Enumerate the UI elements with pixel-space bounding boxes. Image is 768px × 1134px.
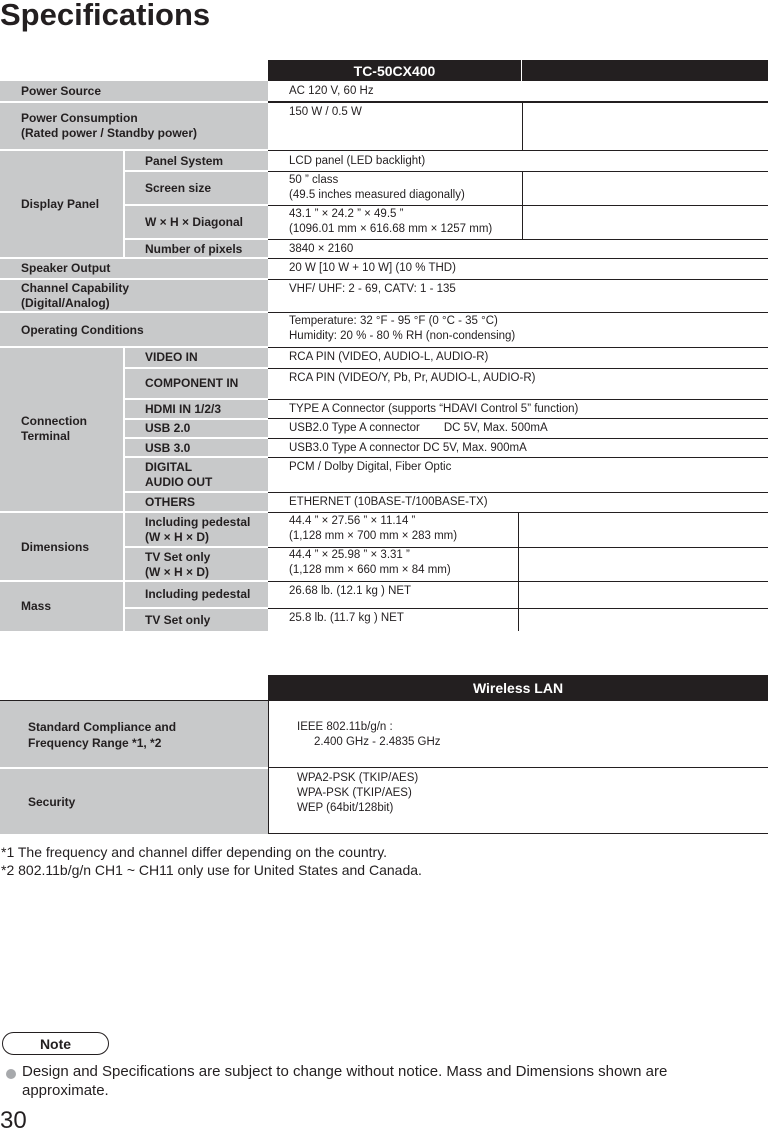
operating-conditions-value: Temperature: 32 °F - 95 °F (0 °C - 35 °C) Humidity: 20 % - 80 % RH (non-condensing)	[289, 315, 516, 342]
col-divider	[522, 172, 523, 239]
whd-value: 43.1 ” × 24.2 ” × 49.5 ” (1096.01 mm × 616.68 mm × 1257 mm)	[289, 208, 493, 235]
connection-terminal-label: Connection Terminal	[21, 414, 87, 443]
power-consumption-label: Power Consumption (Rated power / Standby power)	[21, 111, 198, 140]
operating-conditions-label: Operating Conditions	[21, 322, 144, 337]
dimensions-tv-value: 44.4 ” × 25.98 ” × 3.31 ” (1,128 mm × 660 mm × 84 mm)	[289, 549, 451, 576]
row-divider	[124, 437, 268, 439]
col-divider	[268, 701, 269, 834]
component-in-value: RCA PIN (VIDEO/Y, Pb, Pr, AUDIO-L, AUDIO-R)	[289, 372, 536, 384]
row-divider	[124, 238, 268, 240]
note-text: Design and Specifications are subject to change without notice. Mass and Dimensions shown are approximate.	[22, 1063, 668, 1099]
dimensions-label: Dimensions	[21, 539, 90, 554]
screen-size-label: Screen size	[145, 181, 212, 195]
row-divider	[268, 258, 768, 259]
wireless-header: Wireless LAN	[268, 675, 768, 700]
speaker-output-value: 20 W [10 W + 10 W] (10 % THD)	[289, 262, 456, 274]
row-divider	[268, 492, 768, 493]
row-divider	[268, 347, 768, 348]
usb3-label: USB 3.0	[145, 440, 191, 455]
row-divider	[268, 418, 768, 419]
wireless-security-label: Security	[28, 795, 76, 809]
page-number: 30	[0, 1107, 27, 1134]
row-divider	[0, 257, 268, 259]
row-divider	[268, 171, 768, 172]
row-divider	[124, 367, 268, 369]
row-divider	[268, 368, 768, 369]
row-divider	[0, 700, 768, 701]
row-divider	[0, 149, 268, 151]
row-divider	[268, 312, 768, 313]
wireless-standard-label: Standard Compliance and Frequency Range *1, *2	[28, 720, 177, 750]
wireless-security-value: WPA2-PSK (TKIP/AES) WPA-PSK (TKIP/AES) WEP (64bit/128bit)	[297, 772, 419, 814]
row-divider	[268, 150, 768, 151]
wireless-standard-value: IEEE 802.11b/g/n : 2.400 GHz - 2.4835 GHz	[297, 721, 441, 748]
speaker-output-label: Speaker Output	[21, 261, 111, 275]
row-divider	[268, 438, 768, 439]
row-divider	[124, 546, 268, 548]
row-divider	[0, 311, 268, 313]
channel-capability-value: VHF/ UHF: 2 - 69, CATV: 1 - 135	[289, 283, 456, 295]
mass-tv-label: TV Set only	[145, 612, 211, 627]
power-consumption-value: 150 W / 0.5 W	[289, 106, 362, 118]
screen-size-value: 50 ” class (49.5 inches measured diagonally)	[289, 174, 465, 201]
mass-tv-value: 25.8 lb. (11.7 kg ) NET	[289, 612, 404, 624]
row-divider	[0, 278, 268, 280]
hdmi-in-value: TYPE A Connector (supports “HDAVI Control 5” function)	[289, 402, 579, 415]
display-panel-label: Display Panel	[21, 196, 100, 211]
row-divider	[0, 580, 268, 582]
video-in-value: RCA PIN (VIDEO, AUDIO-L, AUDIO-R)	[289, 351, 489, 363]
usb2-label: USB 2.0	[145, 421, 191, 435]
row-divider	[268, 101, 768, 103]
row-divider	[124, 456, 268, 458]
note-label: Note	[2, 1032, 109, 1055]
row-divider	[124, 607, 268, 609]
video-in-label: VIDEO IN	[145, 350, 198, 364]
row-divider	[124, 204, 268, 206]
panel-system-value: LCD panel (LED backlight)	[289, 154, 426, 167]
mass-label: Mass	[21, 599, 52, 613]
row-divider	[124, 170, 268, 172]
row-divider	[0, 346, 268, 348]
model-header: TC-50CX400	[268, 60, 521, 81]
dimensions-pedestal-label: Including pedestal (W × H × D)	[145, 514, 251, 544]
power-source-label: Power Source	[21, 84, 102, 98]
row-divider	[0, 101, 268, 103]
row-divider	[268, 279, 768, 280]
hdmi-in-label: HDMI IN 1/2/3	[145, 401, 222, 416]
channel-capability-label: Channel Capability (Digital/Analog)	[21, 281, 130, 310]
digital-audio-out-label: DIGITAL AUDIO OUT	[145, 459, 213, 489]
footnote-1: *1 The frequency and channel differ depending on the country.	[1, 844, 388, 860]
component-in-label: COMPONENT IN	[145, 376, 239, 390]
row-divider	[268, 457, 768, 458]
row-divider	[268, 767, 768, 768]
usb3-value: USB3.0 Type A connector DC 5V, Max. 900mA	[289, 441, 527, 454]
mass-pedestal-value: 26.68 lb. (12.1 kg ) NET	[289, 585, 412, 597]
panel-system-label: Panel System	[145, 153, 224, 168]
usb2-value: USB2.0 Type A connector DC 5V, Max. 500mA	[289, 422, 548, 434]
row-divider	[124, 398, 268, 400]
col-divider	[518, 513, 519, 631]
dimensions-pedestal-value: 44.4 ” × 27.56 ” × 11.14 ” (1,128 mm × 700 mm × 283 mm)	[289, 515, 458, 542]
col-divider	[522, 103, 523, 150]
dimensions-tv-label: TV Set only (W × H × D)	[145, 549, 211, 579]
col-divider	[123, 348, 125, 631]
row-divider	[0, 511, 268, 513]
row-divider	[268, 833, 768, 834]
pixels-value: 3840 × 2160	[289, 242, 354, 255]
whd-label: W × H × Diagonal	[145, 215, 244, 229]
row-divider	[268, 239, 768, 240]
others-value: ETHERNET (10BASE-T/100BASE-TX)	[289, 495, 488, 508]
pixels-label: Number of pixels	[145, 241, 243, 256]
row-divider	[124, 418, 268, 420]
mass-pedestal-label: Including pedestal	[145, 587, 251, 601]
others-label: OTHERS	[145, 494, 196, 509]
row-divider	[124, 491, 268, 493]
col-divider	[123, 151, 125, 257]
page-title: Specifications	[0, 0, 211, 32]
bullet-icon	[6, 1069, 16, 1079]
row-divider	[0, 767, 268, 769]
model-header-empty	[522, 60, 768, 81]
digital-audio-out-value: PCM / Dolby Digital, Fiber Optic	[289, 461, 452, 473]
footnote-2: *2 802.11b/g/n CH1 ~ CH11 only use for United States and Canada.	[1, 862, 422, 878]
row-divider	[268, 399, 768, 400]
row-divider	[268, 205, 768, 206]
power-source-value: AC 120 V, 60 Hz	[289, 85, 374, 97]
